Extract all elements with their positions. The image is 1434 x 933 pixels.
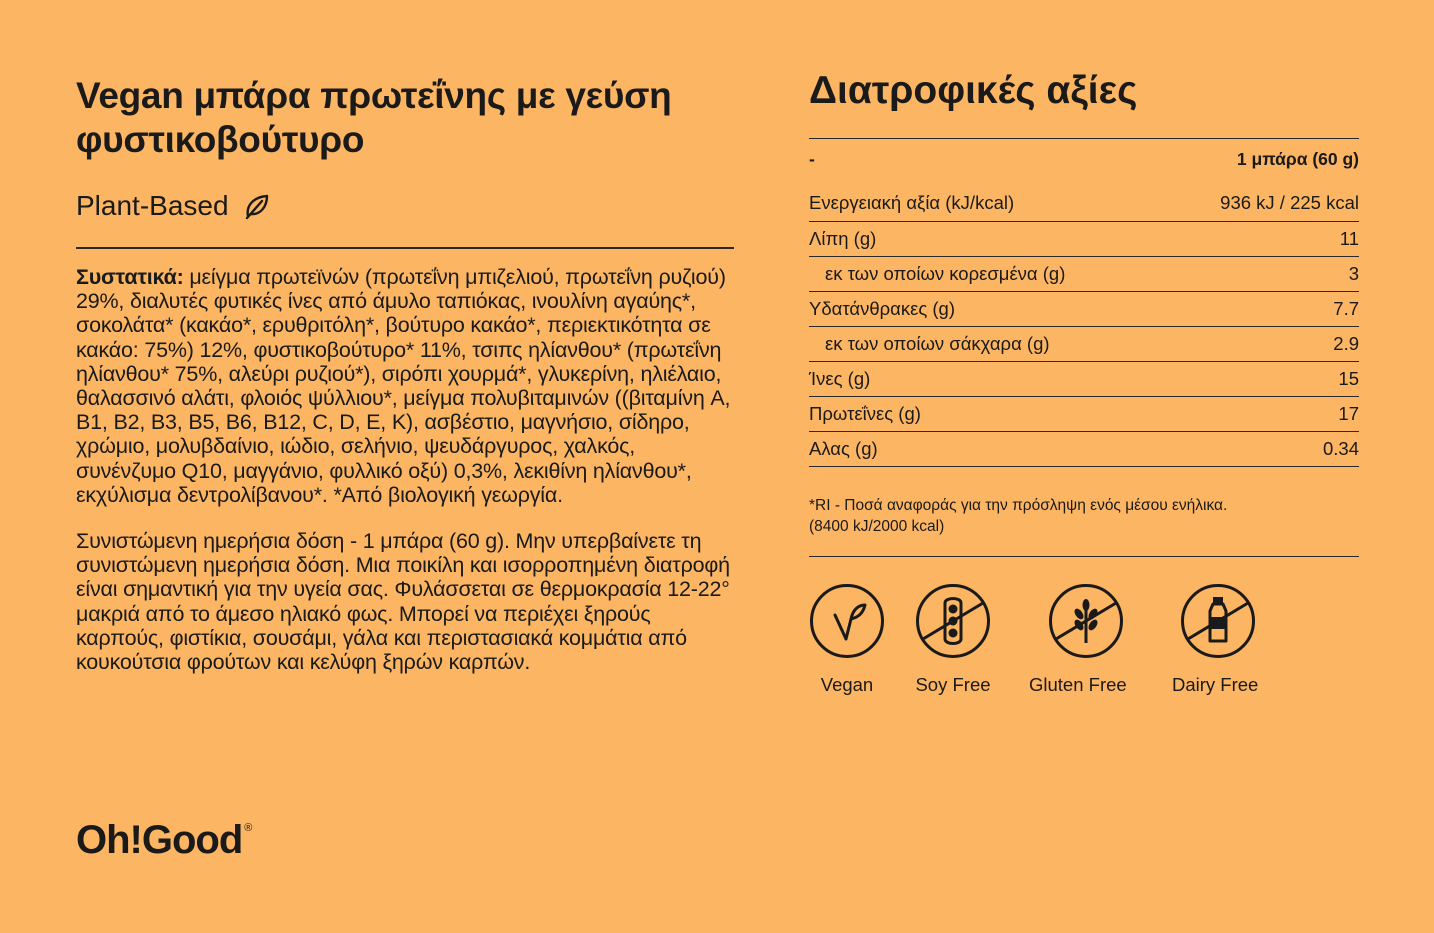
row-label: Ενεργειακή αξία (kJ/kcal) (809, 191, 1015, 213)
registered-mark: ® (244, 822, 252, 834)
leaf-icon (243, 192, 271, 220)
badge-label: Dairy Free (1172, 674, 1259, 695)
row-value: 936 kJ / 225 kcal (1220, 191, 1359, 213)
ingredients-text: μείγμα πρωτεϊνών (πρωτεΐνη μπιζελιού, πρωτεΐνη ρυζιού) 29%, διαλυτές φυτικές ίνες από άμυλο ταπιόκας, ινουλίνη αγαύης*, σοκολάτα* (κακάο*, ερυθριτόλη*, βούτυρο κακάο*, περιεκτικότητα σε κακάο: 75%) 12%, φυστικοβούτυρο* 11%, τσιπς ηλίανθου* (πρωτεΐνη ηλίανθου* 75%, αλεύρι ρυζιού*), σιρόπι χουρμά*, γλυκερίνη, ηλιέλαιο, θαλασσινό αλάτι, φλοιός ψύλλιου*, μείγμα πολυβιταμινών ((βιταμίνη A, B1, B2, B3, B5, B6, B12, C, D, E, K), ασβέστιο, μαγνήσιο, σίδηρο, χρώμιο, μολυβδαίνιο, ιώδιο, σελήνιο, ψευδάργυρος, χαλκός, συνένζυμο Q10, μαγγάνιο, φυλλικό οξύ) 0,3%, λεκιθίνη ηλίανθου*, εκχύλισμα δεντρολίβανου*. *Από βιολογική γεωργία. (76, 265, 731, 507)
nutrition-table (809, 184, 1359, 467)
nutrition-header (809, 138, 1359, 184)
table-row (809, 292, 1359, 327)
row-value: 11 (1339, 228, 1359, 249)
row-label: εκ των οποίων κορεσμένα (g) (825, 263, 1066, 284)
row-value: 3 (1348, 263, 1359, 284)
row-label: εκ των οποίων σάκχαρα (g) (825, 333, 1050, 354)
table-row (809, 327, 1359, 362)
brand-logo (76, 818, 251, 863)
table-row (809, 184, 1359, 222)
row-value: 7.7 (1333, 298, 1359, 319)
ri-note-line1: *RI - Ποσά αναφοράς για την πρόσληψη ενός μέσου ενήλικα. (809, 497, 1228, 514)
product-info (76, 74, 734, 674)
badge-label: Gluten Free (1029, 674, 1127, 695)
table-row (809, 257, 1359, 292)
row-value: 15 (1338, 368, 1359, 389)
plant-based-tag (76, 190, 734, 222)
badge-label: Vegan (820, 674, 874, 695)
header-serving: 1 μπάρα (60 g) (1236, 149, 1359, 169)
header-left: - (809, 149, 815, 169)
badge-vegan (809, 583, 885, 696)
row-label: Λίπη (g) (809, 228, 877, 249)
row-value: 2.9 (1333, 333, 1359, 354)
row-label: Αλας (g) (809, 438, 878, 459)
vegan-icon (809, 583, 885, 659)
badge-soy-free (915, 583, 991, 696)
brand-name: Oh!Good (76, 818, 243, 862)
plant-based-label: Plant-Based (76, 190, 229, 221)
dairy-free-icon (1180, 583, 1256, 659)
ri-note-line2: (8400 kJ/2000 kcal) (809, 518, 945, 535)
badge-label: Soy Free (915, 674, 991, 695)
badge-gluten-free (1029, 583, 1127, 696)
row-value: 0.34 (1322, 438, 1359, 459)
ingredients-label: Συστατικά: (76, 265, 184, 289)
ingredients (76, 265, 734, 507)
ri-note (809, 495, 1359, 537)
gluten-free-icon (1048, 583, 1124, 659)
table-row (809, 432, 1359, 467)
table-row (809, 397, 1359, 432)
row-label: Υδατάνθρακες (g) (809, 298, 955, 319)
row-value: 17 (1338, 403, 1359, 424)
soy-free-icon (915, 583, 991, 659)
table-row (809, 362, 1359, 397)
row-label: Ίνες (g) (809, 368, 871, 389)
badge-dairy-free (1172, 583, 1258, 696)
nutrition-panel (809, 66, 1359, 557)
table-row (809, 222, 1359, 257)
row-label: Πρωτεΐνες (g) (809, 403, 921, 424)
product-title: Vegan μπάρα πρωτεΐνης με γεύση φυστικοβούτυρο (76, 75, 672, 160)
divider (76, 247, 734, 249)
nutrition-title: Διατροφικές αξίες (809, 69, 1138, 112)
usage-advice: Συνιστώμενη ημερήσια δόση - 1 μπάρα (60 g). Μην υπερβαίνετε τη συνιστώμενη ημερήσια δόση. Μια ποικίλη και ισορροπημένη διατροφή είναι σημαντική για την υγεία σας. Φυλάσσεται σε θερμοκρασία 12-22° μακριά από το άμεσο ηλιακό φως. Μπορεί να περιέχει ξηρούς καρπούς, φιστίκια, σουσάμι, γάλα και περιστασιακά κομμάτια από κουκούτσια φρούτων και κελύφη ξηρών καρπών. (76, 529, 730, 675)
divider (809, 556, 1359, 557)
